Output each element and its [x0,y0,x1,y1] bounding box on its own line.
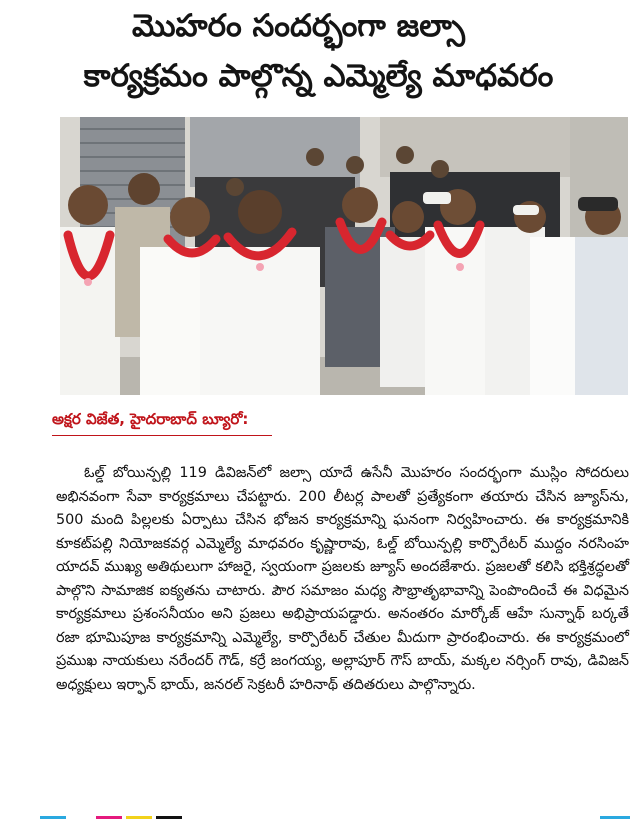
byline: అక్షర విజేత, హైదరాబాద్ బ్యూరో: [52,410,249,428]
footer-color-bar-cyan [40,816,66,819]
news-photo-icon [60,117,628,395]
headline-line-2: కార్యక్రమం పాల్గొన్న ఎమ్మెల్యే మాధవరం [83,58,554,94]
news-photo [60,117,628,395]
article-body: ఓల్డ్ బోయిన్పల్లి 119 డివిజన్‌లో జల్సా యాదే ఉసేనీ మొహరం సందర్భంగా ముస్లిం సోదరులు అభినవంగా సేవా కార్యక్రమాలు చేపట్టారు. 200 లీటర్ల పాలతో ప్రత్యేకంగా తయారు చేసిన జ్యూస్‌ను, 500 మంది పిల్లలకు ఏర్పాటు చేసిన భోజన కార్యక్రమాన్ని ఘనంగా నిర్వహించారు. ఈ కార్యక్రమానికి కూకట్‌పల్లి నియోజకవర్గ ఎమ్మెల్యే మాధవరం కృష్ణారావు, ఓల్డ్ బోయిన్పల్లి కార్పొరేటర్ ముద్దం నరసింహ యాదవ్ ముఖ్య అతిథులుగా హాజరై, స్వయంగా ప్రజలకు జ్యూస్ అందజేశారు. ప్రజలతో కలిసి భక్తిశ్రద్ధలతో పాల్గొని సామాజిక ఐక్యతను చాటారు. పౌర సమాజం మధ్య సౌభ్రాతృభావాన్ని పెంపొందించే ఈ విధమైన కార్యక్రమాలు ప్రశంసనీయం అని ప్రజలు అభిప్రాయపడ్డారు. అనంతరం మార్కోజ్ ఆహే సున్నాథ్ బర్కతే రజా భూమిపూజ కార్యక్రమాన్ని ఎమ్మెల్యే, కార్పొరేటర్ చేతుల మీదుగా ప్రారంభించారు. ఈ కార్యక్రమంలో ప్రముఖ నాయకులు నరేందర్ గౌడ్, కర్రే జంగయ్య, అల్లాపూర్ గౌస్ బాయ్, మక్కల నర్సింగ్ రావు, డివిజన్ అధ్యక్షులు ఇర్ఫాన్ భాయ్, జనరల్ సెక్రటరీ హరినాథ్ తదితరులు పాల్గొన్నారు. [56,465,629,693]
headline-line-1: మొహరం సందర్భంగా జల్సా [132,8,465,44]
footer-color-bar-black [156,816,182,819]
byline-underline [52,435,272,436]
footer-color-bar-yellow [126,816,152,819]
footer-color-bar-magenta [96,816,122,819]
footer-color-bar-right [600,816,630,819]
